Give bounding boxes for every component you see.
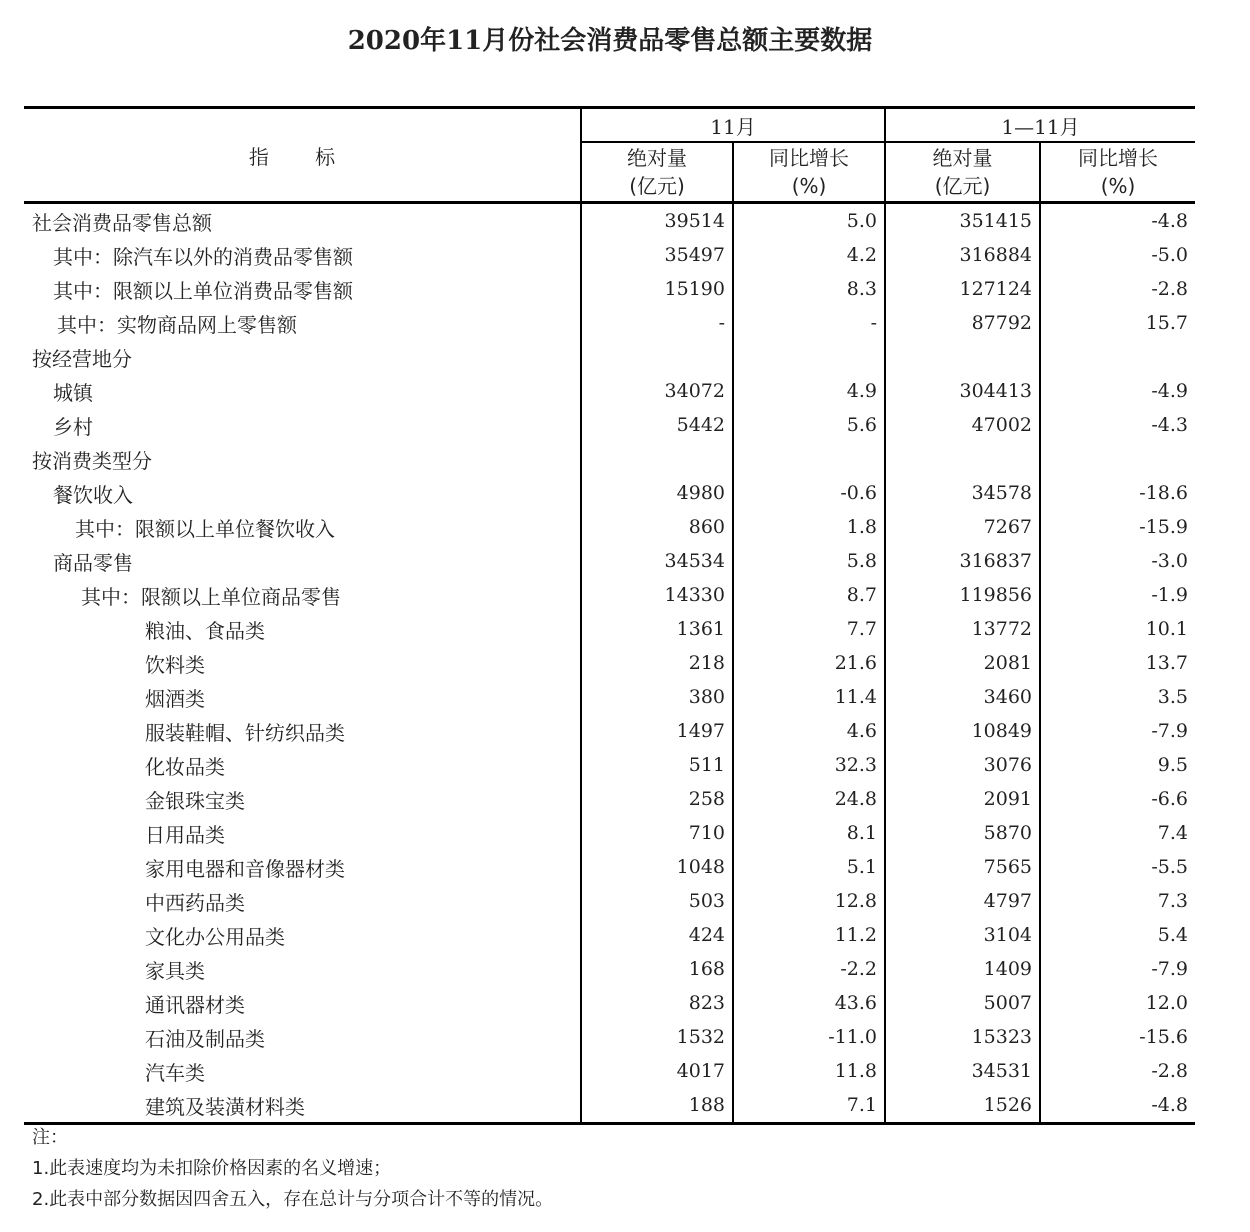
ytd-yoy-cell: -6.6: [1040, 782, 1195, 816]
month-yoy-header: 同比增长 (%): [733, 142, 885, 203]
ytd-yoy-cell: 7.4: [1040, 816, 1195, 850]
ytd-yoy-cell: -2.8: [1040, 1054, 1195, 1088]
row-label: 通讯器材类: [145, 992, 245, 1017]
ytd-yoy-cell: -18.6: [1040, 476, 1195, 510]
ytd-absolute-cell: 3104: [885, 918, 1040, 952]
ytd-yoy-cell: 9.5: [1040, 748, 1195, 782]
ytd-absolute-cell: 87792: [885, 306, 1040, 340]
month-absolute-cell: 15190: [581, 272, 733, 306]
month-yoy-cell: 4.6: [733, 714, 885, 748]
month-yoy-cell: -0.6: [733, 476, 885, 510]
ytd-yoy-cell: -3.0: [1040, 544, 1195, 578]
month-absolute-cell: 39514: [581, 203, 733, 239]
ytd-absolute-cell: 127124: [885, 272, 1040, 306]
ytd-absolute-cell: [885, 442, 1040, 476]
table-row: [24, 442, 1195, 476]
month-absolute-cell: 1497: [581, 714, 733, 748]
ytd-absolute-cell: 7565: [885, 850, 1040, 884]
ytd-yoy-cell: -4.9: [1040, 374, 1195, 408]
ytd-yoy-cell: -5.5: [1040, 850, 1195, 884]
ytd-yoy-cell: 7.3: [1040, 884, 1195, 918]
month-absolute-cell: 14330: [581, 578, 733, 612]
month-absolute-cell: 424: [581, 918, 733, 952]
month-absolute-cell: 258: [581, 782, 733, 816]
row-label: 商品零售: [53, 550, 133, 575]
month-absolute-cell: 860: [581, 510, 733, 544]
row-label: 烟酒类: [145, 686, 205, 711]
month-yoy-cell: 8.7: [733, 578, 885, 612]
month-absolute-cell: 5442: [581, 408, 733, 442]
month-absolute-cell: 1048: [581, 850, 733, 884]
month-absolute-cell: 4017: [581, 1054, 733, 1088]
month-absolute-cell: 380: [581, 680, 733, 714]
table-row: [24, 714, 1195, 748]
month-yoy-cell: 7.1: [733, 1088, 885, 1124]
table-row: [24, 1054, 1195, 1088]
row-label: 粮油、食品类: [145, 618, 265, 643]
month-yoy-cell: 4.9: [733, 374, 885, 408]
row-label: 社会消费品零售总额: [32, 210, 212, 235]
month-absolute-cell: 511: [581, 748, 733, 782]
month-yoy-cell: [733, 340, 885, 374]
ytd-absolute-cell: 4797: [885, 884, 1040, 918]
month-absolute-cell: -: [581, 306, 733, 340]
ytd-yoy-cell: -5.0: [1040, 238, 1195, 272]
month-yoy-cell: 5.8: [733, 544, 885, 578]
ytd-yoy-cell: 15.7: [1040, 306, 1195, 340]
month-yoy-cell: 11.4: [733, 680, 885, 714]
month-yoy-cell: 5.1: [733, 850, 885, 884]
ytd-yoy-cell: 5.4: [1040, 918, 1195, 952]
ytd-yoy-cell: -4.8: [1040, 203, 1195, 239]
month-absolute-cell: 710: [581, 816, 733, 850]
ytd-group-header: 1—11月: [885, 108, 1195, 143]
month-group-header: 11月: [581, 108, 885, 143]
ytd-yoy-header: 同比增长 (%): [1040, 142, 1195, 203]
month-yoy-cell: [733, 442, 885, 476]
ytd-absolute-cell: 3076: [885, 748, 1040, 782]
table-row: [24, 748, 1195, 782]
ytd-yoy-cell: -1.9: [1040, 578, 1195, 612]
table-row: [24, 510, 1195, 544]
row-label: 服装鞋帽、针纺织品类: [145, 720, 345, 745]
ytd-yoy-cell: 12.0: [1040, 986, 1195, 1020]
ytd-yoy-cell: -7.9: [1040, 714, 1195, 748]
ytd-yoy-cell: [1040, 340, 1195, 374]
table-row: [24, 203, 1195, 239]
retail-sales-table: [24, 106, 1195, 1125]
row-label: 其中：实物商品网上零售额: [57, 312, 297, 337]
ytd-yoy-cell: -4.8: [1040, 1088, 1195, 1124]
month-yoy-cell: 32.3: [733, 748, 885, 782]
month-absolute-cell: [581, 442, 733, 476]
table-row: [24, 578, 1195, 612]
ytd-absolute-cell: 34531: [885, 1054, 1040, 1088]
month-absolute-cell: 168: [581, 952, 733, 986]
month-yoy-cell: 1.8: [733, 510, 885, 544]
month-yoy-cell: 7.7: [733, 612, 885, 646]
row-label: 家具类: [145, 958, 205, 983]
table-row: [24, 986, 1195, 1020]
table-row: [24, 952, 1195, 986]
month-absolute-cell: 188: [581, 1088, 733, 1124]
table-row: [24, 238, 1195, 272]
month-absolute-cell: 823: [581, 986, 733, 1020]
month-yoy-cell: 8.1: [733, 816, 885, 850]
table-row: [24, 1020, 1195, 1054]
month-yoy-cell: 11.2: [733, 918, 885, 952]
month-yoy-cell: 21.6: [733, 646, 885, 680]
row-label: 其中：限额以上单位商品零售: [81, 584, 341, 609]
ytd-yoy-cell: [1040, 442, 1195, 476]
table-row: [24, 816, 1195, 850]
row-label: 按经营地分: [32, 346, 132, 371]
page-title: 2020年11月份社会消费品零售总额主要数据: [347, 26, 873, 56]
ytd-absolute-cell: 5007: [885, 986, 1040, 1020]
row-label: 汽车类: [145, 1060, 205, 1085]
month-yoy-cell: -: [733, 306, 885, 340]
indicator-header: 指 标: [24, 108, 581, 203]
table-row: [24, 340, 1195, 374]
table-row: [24, 918, 1195, 952]
month-absolute-cell: [581, 340, 733, 374]
ytd-yoy-cell: -15.6: [1040, 1020, 1195, 1054]
month-yoy-cell: 5.0: [733, 203, 885, 239]
row-label: 日用品类: [145, 822, 225, 847]
ytd-absolute-cell: 7267: [885, 510, 1040, 544]
ytd-yoy-cell: -2.8: [1040, 272, 1195, 306]
table-row: [24, 374, 1195, 408]
row-label: 金银珠宝类: [145, 788, 245, 813]
ytd-absolute-cell: 10849: [885, 714, 1040, 748]
ytd-yoy-cell: 3.5: [1040, 680, 1195, 714]
month-absolute-cell: 503: [581, 884, 733, 918]
table-row: [24, 544, 1195, 578]
row-label: 其中：除汽车以外的消费品零售额: [53, 244, 353, 269]
ytd-absolute-cell: 316884: [885, 238, 1040, 272]
month-absolute-cell: 34534: [581, 544, 733, 578]
note-item: 2.此表中部分数据因四舍五入，存在总计与分项合计不等的情况。: [32, 1189, 554, 1210]
table-row: [24, 306, 1195, 340]
ytd-yoy-cell: 13.7: [1040, 646, 1195, 680]
row-label: 石油及制品类: [145, 1026, 265, 1051]
row-label: 建筑及装潢材料类: [24, 1088, 581, 1124]
ytd-absolute-cell: 2091: [885, 782, 1040, 816]
ytd-absolute-cell: [885, 340, 1040, 374]
ytd-absolute-cell: 119856: [885, 578, 1040, 612]
row-label: 饮料类: [145, 652, 205, 677]
month-yoy-cell: 5.6: [733, 408, 885, 442]
row-label: 化妆品类: [145, 754, 225, 779]
month-absolute-cell: 1361: [581, 612, 733, 646]
month-absolute-cell: 35497: [581, 238, 733, 272]
row-label: 中西药品类: [145, 890, 245, 915]
table-row: [24, 272, 1195, 306]
ytd-absolute-cell: 3460: [885, 680, 1040, 714]
notes-heading: 注：: [32, 1127, 68, 1148]
footnotes: [32, 1122, 553, 1215]
month-yoy-cell: -11.0: [733, 1020, 885, 1054]
month-absolute-cell: 4980: [581, 476, 733, 510]
ytd-absolute-cell: 1409: [885, 952, 1040, 986]
table-row: [24, 646, 1195, 680]
ytd-abs-header: 绝对量 (亿元): [885, 142, 1040, 203]
ytd-absolute-cell: 316837: [885, 544, 1040, 578]
month-yoy-cell: 11.8: [733, 1054, 885, 1088]
month-yoy-cell: 8.3: [733, 272, 885, 306]
table-row: [24, 850, 1195, 884]
month-yoy-cell: -2.2: [733, 952, 885, 986]
ytd-absolute-cell: 47002: [885, 408, 1040, 442]
table-row: [24, 408, 1195, 442]
table-row: [24, 612, 1195, 646]
ytd-yoy-cell: 10.1: [1040, 612, 1195, 646]
ytd-yoy-cell: -7.9: [1040, 952, 1195, 986]
ytd-yoy-cell: -4.3: [1040, 408, 1195, 442]
row-label: 城镇: [53, 380, 93, 405]
row-label: 其中：限额以上单位餐饮收入: [75, 516, 335, 541]
month-yoy-cell: 24.8: [733, 782, 885, 816]
ytd-absolute-cell: 304413: [885, 374, 1040, 408]
table-row: [24, 782, 1195, 816]
month-abs-header: 绝对量 (亿元): [581, 142, 733, 203]
ytd-absolute-cell: 13772: [885, 612, 1040, 646]
table-row: [24, 680, 1195, 714]
row-label: 按消费类型分: [32, 448, 152, 473]
table-row: [24, 476, 1195, 510]
month-yoy-cell: 12.8: [733, 884, 885, 918]
ytd-absolute-cell: 1526: [885, 1088, 1040, 1124]
month-absolute-cell: 218: [581, 646, 733, 680]
month-absolute-cell: 34072: [581, 374, 733, 408]
row-label: 餐饮收入: [53, 482, 133, 507]
ytd-absolute-cell: 351415: [885, 203, 1040, 239]
ytd-yoy-cell: -15.9: [1040, 510, 1195, 544]
ytd-absolute-cell: 5870: [885, 816, 1040, 850]
month-yoy-cell: 4.2: [733, 238, 885, 272]
note-item: 1.此表速度均为未扣除价格因素的名义增速；: [32, 1158, 392, 1179]
month-yoy-cell: 43.6: [733, 986, 885, 1020]
ytd-absolute-cell: 15323: [885, 1020, 1040, 1054]
ytd-absolute-cell: 34578: [885, 476, 1040, 510]
month-absolute-cell: 1532: [581, 1020, 733, 1054]
row-label: 文化办公用品类: [145, 924, 285, 949]
table-row: [24, 1088, 1195, 1124]
row-label: 其中：限额以上单位消费品零售额: [53, 278, 353, 303]
table-row: [24, 884, 1195, 918]
row-label: 家用电器和音像器材类: [145, 856, 345, 881]
row-label: 乡村: [53, 414, 93, 439]
ytd-absolute-cell: 2081: [885, 646, 1040, 680]
